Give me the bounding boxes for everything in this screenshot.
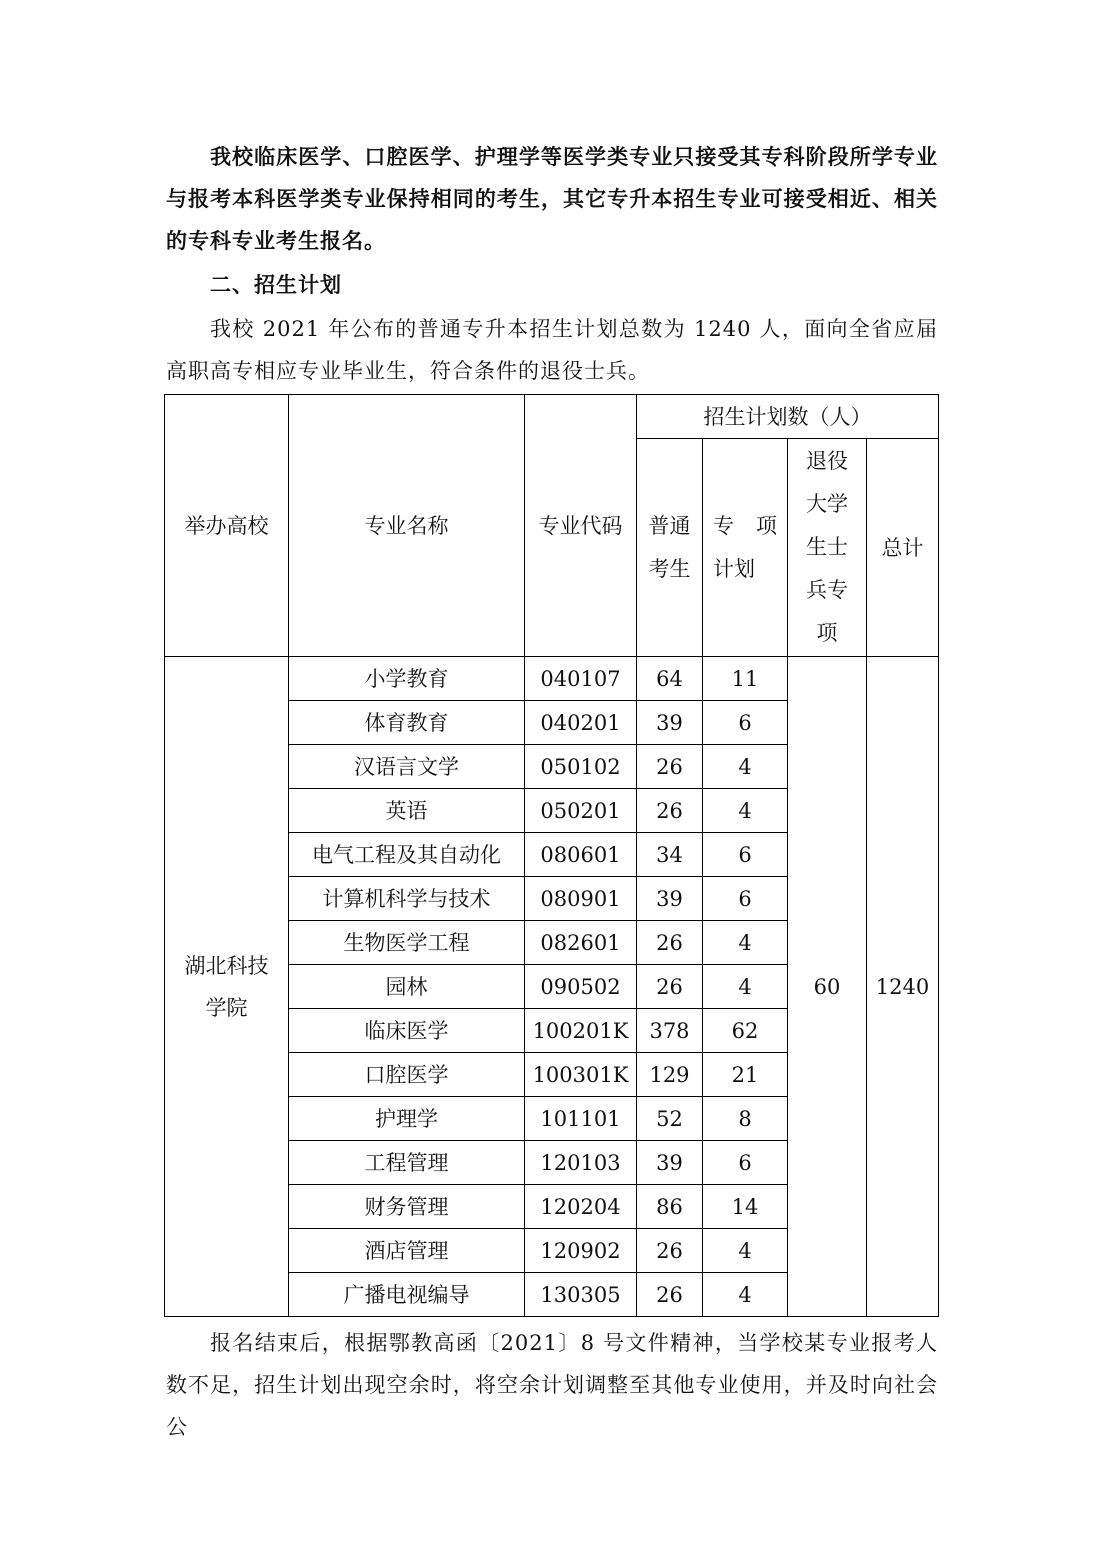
header-special-char1: 专 [713,513,734,538]
regular-count-cell: 26 [637,965,703,1009]
veteran-count-cell: 60 [788,657,867,1317]
major-name-cell: 体育教育 [289,701,525,745]
special-count-cell: 6 [703,1141,788,1185]
special-count-cell: 4 [703,789,788,833]
total-count-cell: 1240 [867,657,939,1317]
major-name-cell: 英语 [289,789,525,833]
header-regular [637,439,703,657]
regular-count-cell: 378 [637,1009,703,1053]
school-cell [165,657,289,1317]
header-special-line1 [703,505,787,548]
header-major-name: 专业名称 [289,395,525,657]
special-count-cell: 4 [703,965,788,1009]
major-name-cell: 口腔医学 [289,1053,525,1097]
major-code-cell: 050201 [525,789,637,833]
regular-count-cell: 26 [637,745,703,789]
major-name-cell: 小学教育 [289,657,525,701]
regular-count-cell: 86 [637,1185,703,1229]
header-regular-line1: 普通 [648,513,691,538]
header-total: 总计 [867,439,939,657]
header-veteran [788,439,867,657]
regular-count-cell: 26 [637,1229,703,1273]
regular-count-cell: 26 [637,1273,703,1317]
special-count-cell: 62 [703,1009,788,1053]
school-name-line2: 学院 [205,995,248,1020]
major-code-cell: 120902 [525,1229,637,1273]
special-count-cell: 4 [703,1273,788,1317]
header-veteran-line5: 项 [816,621,838,645]
section-heading: 二、招生计划 [210,273,342,297]
major-code-cell: 040201 [525,701,637,745]
major-code-cell: 082601 [525,921,637,965]
header-major-code: 专业代码 [525,395,637,657]
table-row [165,657,939,701]
header-special-line2: 计划 [713,556,755,581]
header-plan-group: 招生计划数（人） [637,395,939,439]
major-name-cell: 园林 [289,965,525,1009]
special-count-cell: 21 [703,1053,788,1097]
header-school: 举办高校 [165,395,289,657]
major-code-cell: 130305 [525,1273,637,1317]
header-regular-line2: 考生 [648,556,691,581]
major-code-cell: 120103 [525,1141,637,1185]
major-name-cell: 工程管理 [289,1141,525,1185]
paragraph-adjustment: 报名结束后，根据鄂教高函〔2021〕8 号文件精神，当学校某专业报考人数不足，招生计划出现空余时，将空余计划调整至其他专业使用，并及时向社会公 [166,1331,938,1439]
special-count-cell: 6 [703,701,788,745]
special-count-cell: 4 [703,921,788,965]
regular-count-cell: 64 [637,657,703,701]
paragraph-eligibility: 我校临床医学、口腔医学、护理学等医学类专业只接受其专科阶段所学专业与报考本科医学类专业保持相同的考生，其它专升本招生专业可接受相近、相关的专科专业考生报名。 [166,145,938,253]
regular-count-cell: 39 [637,877,703,921]
major-name-cell: 生物医学工程 [289,921,525,965]
enrollment-plan-table [164,394,939,1317]
major-name-cell: 护理学 [289,1097,525,1141]
major-name-cell: 财务管理 [289,1185,525,1229]
header-veteran-line2: 大学 [806,492,848,516]
major-code-cell: 050102 [525,745,637,789]
special-count-cell: 14 [703,1185,788,1229]
regular-count-cell: 26 [637,789,703,833]
special-count-cell: 6 [703,833,788,877]
major-name-cell: 酒店管理 [289,1229,525,1273]
regular-count-cell: 34 [637,833,703,877]
paragraph-plan-summary: 我校 2021 年公布的普通专升本招生计划总数为 1240 人，面向全省应届高职高专相应专业毕业生，符合条件的退役士兵。 [166,317,938,383]
header-veteran-line4: 兵专 [806,578,848,602]
major-code-cell: 100201K [525,1009,637,1053]
major-code-cell: 080601 [525,833,637,877]
header-veteran-line1: 退役 [806,449,848,473]
major-code-cell: 040107 [525,657,637,701]
regular-count-cell: 39 [637,701,703,745]
major-code-cell: 090502 [525,965,637,1009]
major-code-cell: 080901 [525,877,637,921]
special-count-cell: 6 [703,877,788,921]
regular-count-cell: 129 [637,1053,703,1097]
major-name-cell: 广播电视编导 [289,1273,525,1317]
special-count-cell: 8 [703,1097,788,1141]
major-name-cell: 计算机科学与技术 [289,877,525,921]
special-count-cell: 4 [703,745,788,789]
major-name-cell: 电气工程及其自动化 [289,833,525,877]
school-name-line1: 湖北科技 [184,953,269,978]
header-veteran-line3: 生士 [806,535,848,559]
header-special [703,439,788,657]
regular-count-cell: 52 [637,1097,703,1141]
major-name-cell: 汉语言文学 [289,745,525,789]
special-count-cell: 11 [703,657,788,701]
major-code-cell: 120204 [525,1185,637,1229]
regular-count-cell: 26 [637,921,703,965]
major-code-cell: 101101 [525,1097,637,1141]
header-special-char2: 项 [756,513,777,538]
major-code-cell: 100301K [525,1053,637,1097]
major-name-cell: 临床医学 [289,1009,525,1053]
special-count-cell: 4 [703,1229,788,1273]
regular-count-cell: 39 [637,1141,703,1185]
